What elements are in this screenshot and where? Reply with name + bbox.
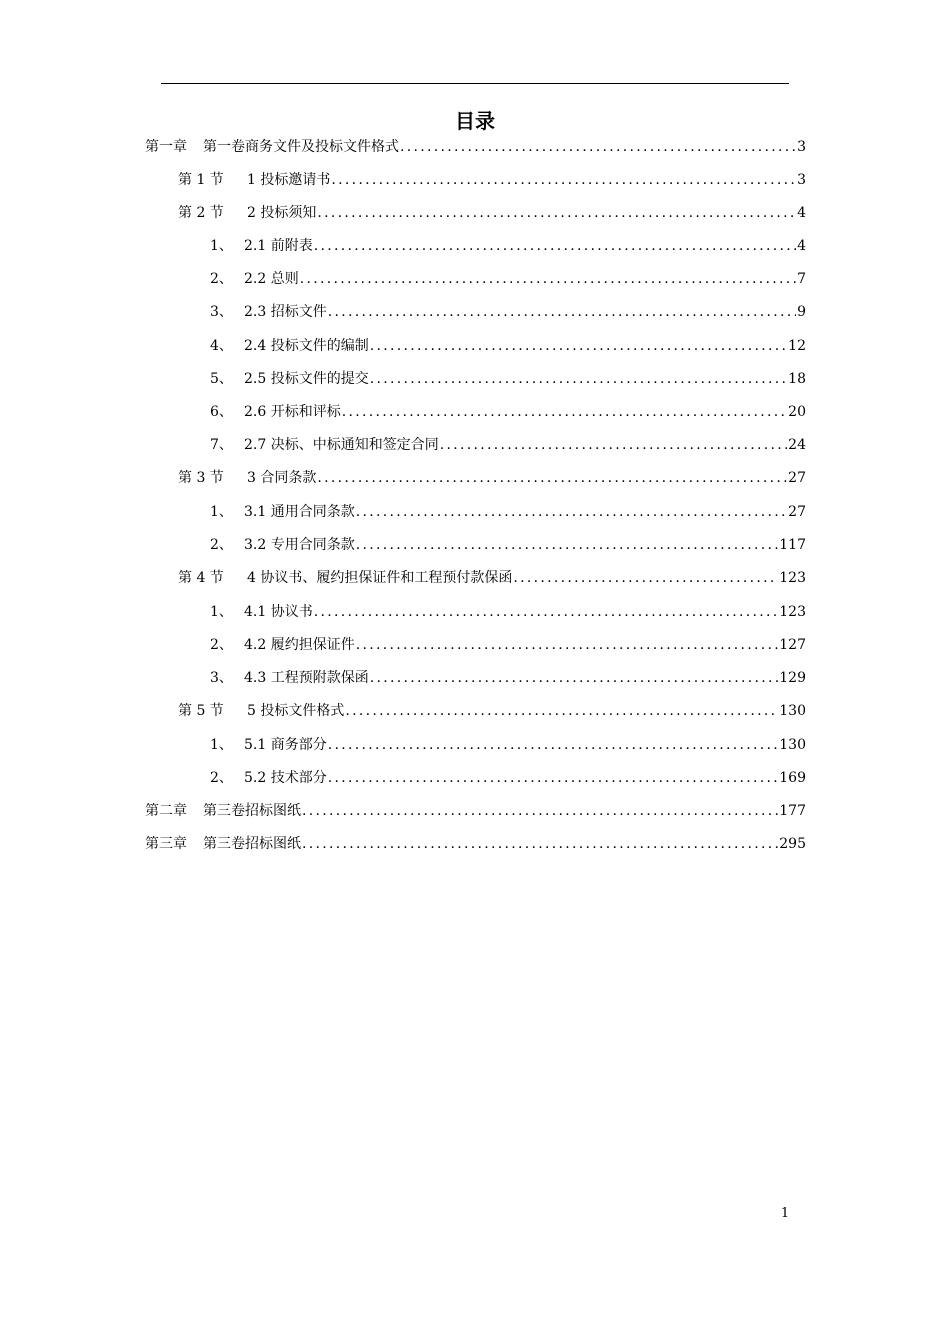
toc-entry-page: 7: [797, 271, 806, 287]
toc-entry[interactable]: [210, 634, 806, 656]
toc-entry-title: 4.3 工程预附款保函: [244, 670, 369, 686]
toc-entry-page: 130: [779, 737, 806, 753]
toc-leader-dots: [400, 136, 796, 158]
toc-leader-dots: [317, 202, 796, 224]
toc-leader-dots: [342, 401, 787, 423]
toc-entry-title: 3.2 专用合同条款: [244, 537, 355, 553]
toc-leader-dots: [328, 301, 796, 323]
toc-entry[interactable]: [210, 667, 806, 689]
toc-leader-dots: [300, 268, 796, 290]
toc-entry-number: 7、: [210, 437, 233, 453]
toc-entry-title: 5 投标文件格式: [247, 703, 345, 719]
toc-entry-page: 127: [779, 637, 806, 653]
toc-entry-page: 295: [779, 836, 806, 852]
toc-entry[interactable]: [178, 700, 806, 722]
toc-entry[interactable]: [178, 169, 806, 191]
toc-entry-title: 5.2 技术部分: [244, 770, 327, 786]
toc-entry-page: 27: [788, 504, 806, 520]
toc-entry[interactable]: [210, 601, 806, 623]
header-rule: [161, 83, 789, 84]
toc-entry-title: 4 协议书、履约担保证件和工程预付款保函: [247, 570, 513, 586]
toc-entry[interactable]: [145, 833, 806, 855]
toc-entry-page: 117: [779, 537, 806, 553]
toc-entry[interactable]: [210, 434, 806, 456]
toc-entry-page: 18: [788, 371, 806, 387]
toc-entry-title: 2.6 开标和评标: [244, 404, 341, 420]
toc-entry-number: 2、: [210, 637, 233, 653]
toc-entry-title: 2.5 投标文件的提交: [244, 371, 369, 387]
toc-entry-page: 20: [788, 404, 806, 420]
toc-entry-number: 2、: [210, 770, 233, 786]
toc-leader-dots: [356, 634, 779, 656]
toc-entry-number: 5、: [210, 371, 233, 387]
toc-entry[interactable]: [145, 136, 806, 158]
toc-entry-title: 5.1 商务部分: [244, 737, 327, 753]
toc-entry-page: 123: [779, 570, 806, 586]
toc-entry-title: 2.7 决标、中标通知和签定合同: [244, 437, 439, 453]
toc-entry[interactable]: [210, 235, 806, 257]
toc-entry-page: 24: [788, 437, 806, 453]
toc-leader-dots: [317, 467, 787, 489]
toc-entry-number: 第 4 节: [178, 570, 224, 586]
toc-entry-page: 4: [797, 238, 806, 254]
toc-entry-number: 4、: [210, 338, 233, 354]
toc-entry[interactable]: [210, 734, 806, 756]
toc-entry-title: 1 投标邀请书: [247, 172, 331, 188]
toc-entry-page: 3: [797, 139, 806, 155]
toc-entry-page: 3: [797, 172, 806, 188]
toc-entry-title: 第三卷招标图纸: [203, 836, 301, 852]
toc-entry-page: 9: [797, 304, 806, 320]
toc-entry-page: 27: [788, 470, 806, 486]
toc-entry-number: 6、: [210, 404, 233, 420]
toc-entry-page: 177: [779, 803, 806, 819]
toc-entry-number: 1、: [210, 238, 233, 254]
toc-leader-dots: [331, 169, 796, 191]
toc-entry-number: 3、: [210, 304, 233, 320]
toc-entry-page: 129: [779, 670, 806, 686]
toc-leader-dots: [356, 534, 779, 556]
toc-leader-dots: [513, 567, 778, 589]
toc-entry[interactable]: [178, 202, 806, 224]
toc-entry-number: 第 2 节: [178, 205, 224, 221]
toc-entry[interactable]: [210, 401, 806, 423]
toc-entry[interactable]: [210, 368, 806, 390]
toc-entry-title: 第三卷招标图纸: [203, 803, 301, 819]
toc-entry-title: 2 投标须知: [247, 205, 317, 221]
toc-entry-title: 4.2 履约担保证件: [244, 637, 355, 653]
toc-entry-number: 第 1 节: [178, 172, 224, 188]
toc-entry-title: 2.1 前附表: [244, 238, 313, 254]
toc-entry-title: 3.1 通用合同条款: [244, 504, 355, 520]
toc-entry-number: 1、: [210, 737, 233, 753]
toc-leader-dots: [345, 700, 778, 722]
toc-leader-dots: [328, 767, 779, 789]
toc-entry-title: 2.2 总则: [244, 271, 299, 287]
page-number: 1: [780, 1206, 790, 1221]
toc-entry-title: 3 合同条款: [247, 470, 317, 486]
toc-entry-page: 123: [779, 604, 806, 620]
page-title: 目录: [455, 109, 495, 133]
toc-entry-number: 第 3 节: [178, 470, 224, 486]
toc-leader-dots: [370, 667, 779, 689]
toc-entry[interactable]: [210, 301, 806, 323]
toc-entry-number: 3、: [210, 670, 233, 686]
toc-entry[interactable]: [210, 335, 806, 357]
toc-entry-page: 169: [779, 770, 806, 786]
toc-entry-number: 第一章: [145, 139, 187, 155]
toc-entry[interactable]: [178, 467, 806, 489]
toc-leader-dots: [370, 335, 787, 357]
toc-entry[interactable]: [145, 800, 806, 822]
toc-entry-number: 第三章: [145, 836, 187, 852]
toc-leader-dots: [314, 235, 796, 257]
toc-entry-page: 130: [779, 703, 806, 719]
toc-entry-number: 2、: [210, 537, 233, 553]
toc-entry-title: 第一卷商务文件及投标文件格式: [203, 139, 399, 155]
toc-entry-title: 2.4 投标文件的编制: [244, 338, 369, 354]
toc-entry[interactable]: [210, 501, 806, 523]
toc-leader-dots: [356, 501, 787, 523]
toc-entry-page: 4: [797, 205, 806, 221]
toc-entry[interactable]: [210, 534, 806, 556]
toc-leader-dots: [440, 434, 787, 456]
toc-leader-dots: [328, 734, 779, 756]
toc-entry-number: 1、: [210, 504, 233, 520]
toc-leader-dots: [302, 800, 778, 822]
toc-leader-dots: [370, 368, 787, 390]
toc-entry-page: 12: [788, 338, 806, 354]
toc-entry-number: 2、: [210, 271, 233, 287]
toc-entry[interactable]: [210, 767, 806, 789]
toc-entry-number: 第 5 节: [178, 703, 224, 719]
toc-leader-dots: [302, 833, 778, 855]
toc-entry-title: 4.1 协议书: [244, 604, 313, 620]
toc-entry[interactable]: [178, 567, 806, 589]
toc-entry-title: 2.3 招标文件: [244, 304, 327, 320]
toc-leader-dots: [314, 601, 779, 623]
toc-entry-number: 第二章: [145, 803, 187, 819]
toc-entry-number: 1、: [210, 604, 233, 620]
toc-entry[interactable]: [210, 268, 806, 290]
